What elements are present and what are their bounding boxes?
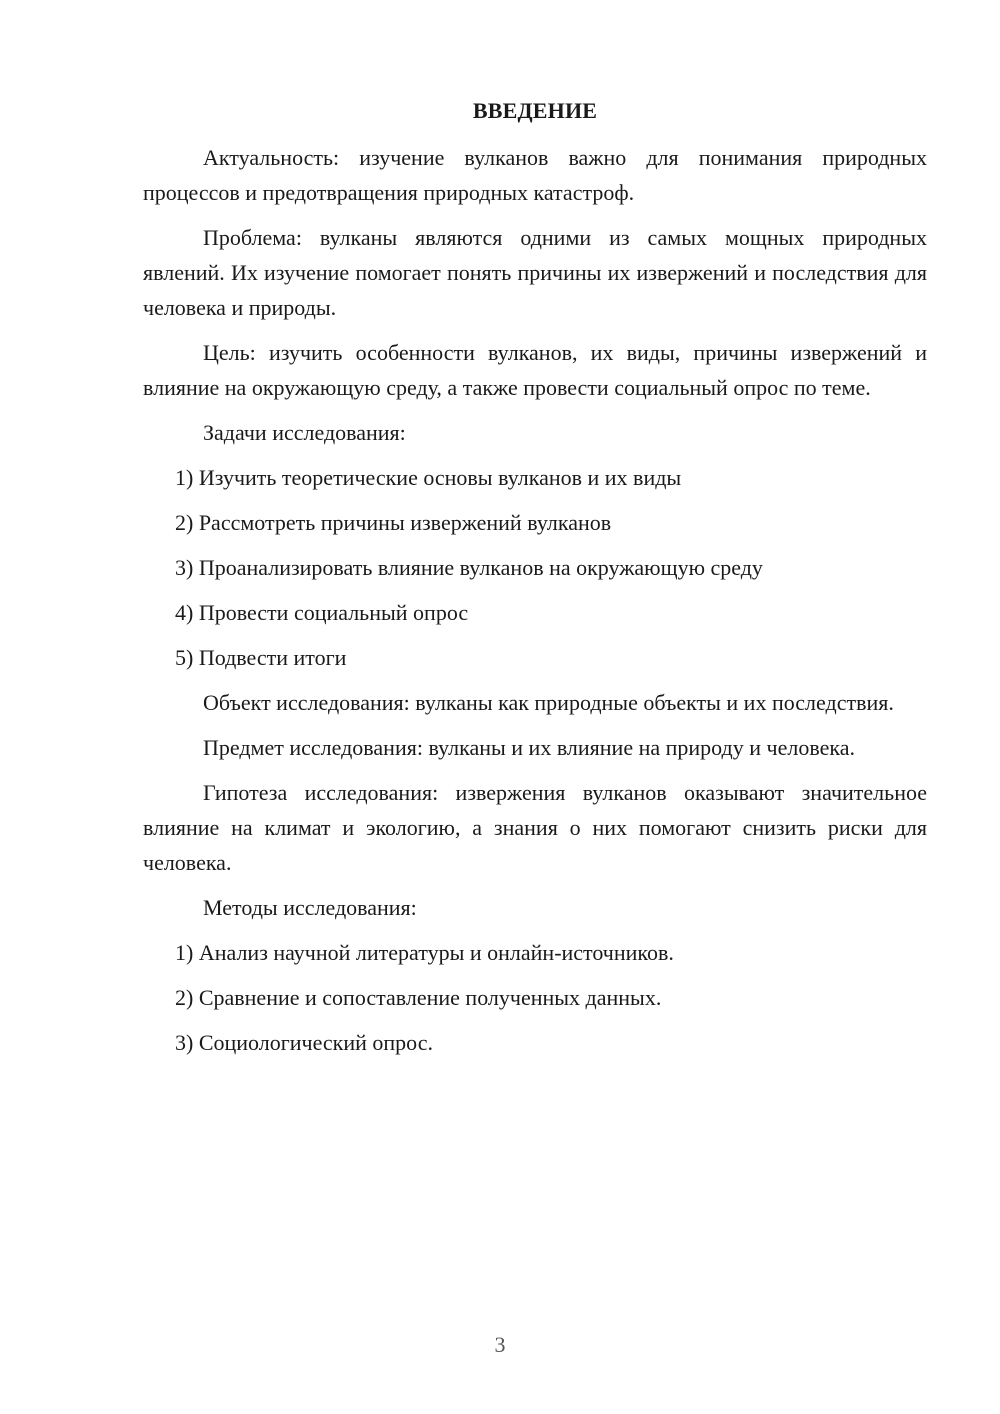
list-item: 1) Изучить теоретические основы вулканов и их виды [175, 465, 682, 490]
list-item: 2) Рассмотреть причины извержений вулканов [175, 510, 612, 535]
page-title: ВВЕДЕНИЕ [472, 98, 598, 123]
list-item: 1) Анализ научной литературы и онлайн-источников. [175, 940, 674, 965]
page-number: 3 [494, 1332, 506, 1357]
hypothesis-paragraph: Гипотеза исследования: извержения вулканов оказывают значительное влияние на климат и экологию, а знания о них помогают снизить риски для человека. [143, 780, 927, 875]
list-item: 2) Сравнение и сопоставление полученных данных. [175, 985, 662, 1010]
document-page [143, 96, 927, 1070]
goal-paragraph: Цель: изучить особенности вулканов, их виды, причины извержений и влияние на окружающую среду, а также провести социальный опрос по теме. [143, 340, 927, 400]
list-item: 3) Проанализировать влияние вулканов на окружающую среду [175, 555, 763, 580]
methods-list [143, 935, 927, 1060]
list-item: 3) Социологический опрос. [175, 1030, 433, 1055]
relevance-paragraph: Актуальность: изучение вулканов важно для понимания природных процессов и предотвращения природных катастроф. [143, 145, 927, 205]
methods-heading: Методы исследования: [203, 895, 417, 920]
subject-paragraph: Предмет исследования: вулканы и их влияние на природу и человека. [203, 735, 855, 760]
tasks-heading: Задачи исследования: [203, 420, 406, 445]
problem-paragraph: Проблема: вулканы являются одними из самых мощных природных явлений. Их изучение помогает понять причины их извержений и последствия для человека и природы. [143, 225, 927, 320]
object-paragraph: Объект исследования: вулканы как природные объекты и их последствия. [203, 690, 894, 715]
list-item: 4) Провести социальный опрос [175, 600, 469, 625]
list-item: 5) Подвести итоги [175, 645, 347, 670]
tasks-list [143, 460, 927, 675]
